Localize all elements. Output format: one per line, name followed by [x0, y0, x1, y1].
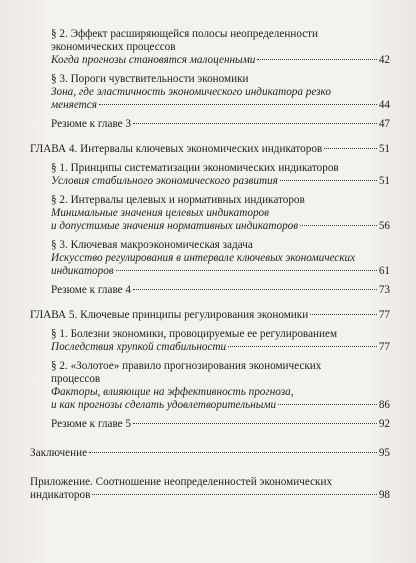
toc-subtitle-cont: и как прогнозы сделать удовлетворительными: [51, 399, 277, 411]
table-of-contents: [30, 28, 390, 502]
leader-dots: [300, 225, 377, 226]
toc-page-number: 73: [378, 284, 390, 296]
toc-page-number: 56: [378, 220, 390, 232]
toc-page-number: 77: [378, 341, 390, 353]
toc-page-number: 47: [378, 118, 390, 130]
leader-dots: [278, 404, 377, 405]
toc-entry-s1-principles: [30, 162, 390, 188]
leader-dots: [89, 452, 377, 453]
toc-subtitle: Факторы, влияющие на эффективность прогноза,: [51, 386, 294, 398]
toc-chapter-title-cont: индикаторов: [30, 489, 91, 501]
toc-title: § 2. Эффект расширяющейся полосы неопределенности: [51, 28, 319, 40]
toc-title: § 1. Принципы систематизации экономических индикаторов: [51, 162, 339, 174]
toc-title: Резюме к главе 3: [51, 118, 132, 130]
toc-entry-appendix: [30, 476, 390, 502]
leader-dots: [133, 123, 377, 124]
toc-page-number: 95: [378, 447, 390, 459]
toc-title: § 2. Интервалы целевых и нормативных индикаторов: [51, 194, 305, 206]
leader-dots: [228, 346, 377, 347]
leader-dots: [133, 289, 377, 290]
toc-page-number: 61: [378, 265, 390, 277]
toc-subtitle-cont: индикаторов: [51, 265, 114, 277]
toc-title-cont: экономических процессов: [51, 41, 176, 53]
toc-chapter-title: ГЛАВА 5. Ключевые принципы регулирования экономики: [30, 309, 309, 321]
toc-entry-chapter-4: [30, 143, 390, 156]
leader-dots: [324, 148, 377, 149]
leader-dots: [280, 180, 377, 181]
toc-title: § 3. Пороги чувствительности экономики: [51, 73, 249, 85]
toc-entry-s1-diseases: [30, 328, 390, 354]
toc-title: § 2. «Золотое» правило прогнозирования экономических: [51, 360, 322, 372]
toc-title: Резюме к главе 5: [51, 418, 132, 430]
toc-title: Резюме к главе 4: [51, 284, 132, 296]
toc-entry-s3-thresholds: [30, 73, 390, 112]
toc-page-number: 51: [378, 175, 390, 187]
toc-entry-summary-5: [30, 418, 390, 431]
toc-page-number: 98: [378, 489, 390, 501]
leader-dots: [310, 314, 377, 315]
toc-chapter-title: ГЛАВА 4. Интервалы ключевых экономических индикаторов: [30, 143, 323, 155]
leader-dots: [92, 494, 376, 495]
toc-subtitle: Последствия хрупкой стабильности: [51, 341, 227, 353]
toc-entry-s2-golden-rule: [30, 360, 390, 412]
leader-dots: [257, 59, 376, 60]
toc-chapter-title: Заключение: [30, 447, 88, 459]
toc-page-number: 51: [378, 143, 390, 155]
leader-dots: [116, 270, 377, 271]
toc-title-cont: процессов: [51, 373, 101, 385]
toc-subtitle-cont: меняется: [51, 99, 97, 111]
leader-dots: [99, 104, 377, 105]
toc-subtitle: Искусство регулирования в интервале ключевых экономических: [51, 252, 356, 264]
toc-entry-s2-effect: [30, 28, 390, 67]
toc-subtitle: Минимальные значения целевых индикаторов: [51, 207, 269, 219]
toc-title: § 1. Болезни экономики, провоцируемые ее регулированием: [51, 328, 338, 340]
toc-subtitle: Зона, где эластичность экономического индикатора резко: [51, 86, 331, 98]
toc-chapter-title: Приложение. Соотношение неопределенностей экономических: [30, 476, 333, 488]
toc-subtitle: Условия стабильного экономического развития: [51, 175, 278, 187]
toc-entry-conclusion: [30, 447, 390, 460]
toc-page-number: 92: [378, 418, 390, 430]
toc-entry-summary-3: [30, 118, 390, 131]
toc-page-number: 77: [378, 309, 390, 321]
toc-page-number: 86: [378, 399, 390, 411]
toc-page-number: 44: [378, 99, 390, 111]
toc-entry-s2-intervals: [30, 194, 390, 233]
leader-dots: [133, 423, 377, 424]
toc-page-number: 42: [378, 54, 390, 66]
toc-title: § 3. Ключевая макроэкономическая задача: [51, 239, 253, 251]
toc-subtitle-cont: и допустимые значения нормативных индикаторов: [51, 220, 299, 232]
toc-subtitle: Когда прогнозы становятся малоценными: [51, 54, 256, 66]
toc-entry-s3-macro: [30, 239, 390, 278]
toc-entry-chapter-5: [30, 309, 390, 322]
toc-entry-summary-4: [30, 284, 390, 297]
